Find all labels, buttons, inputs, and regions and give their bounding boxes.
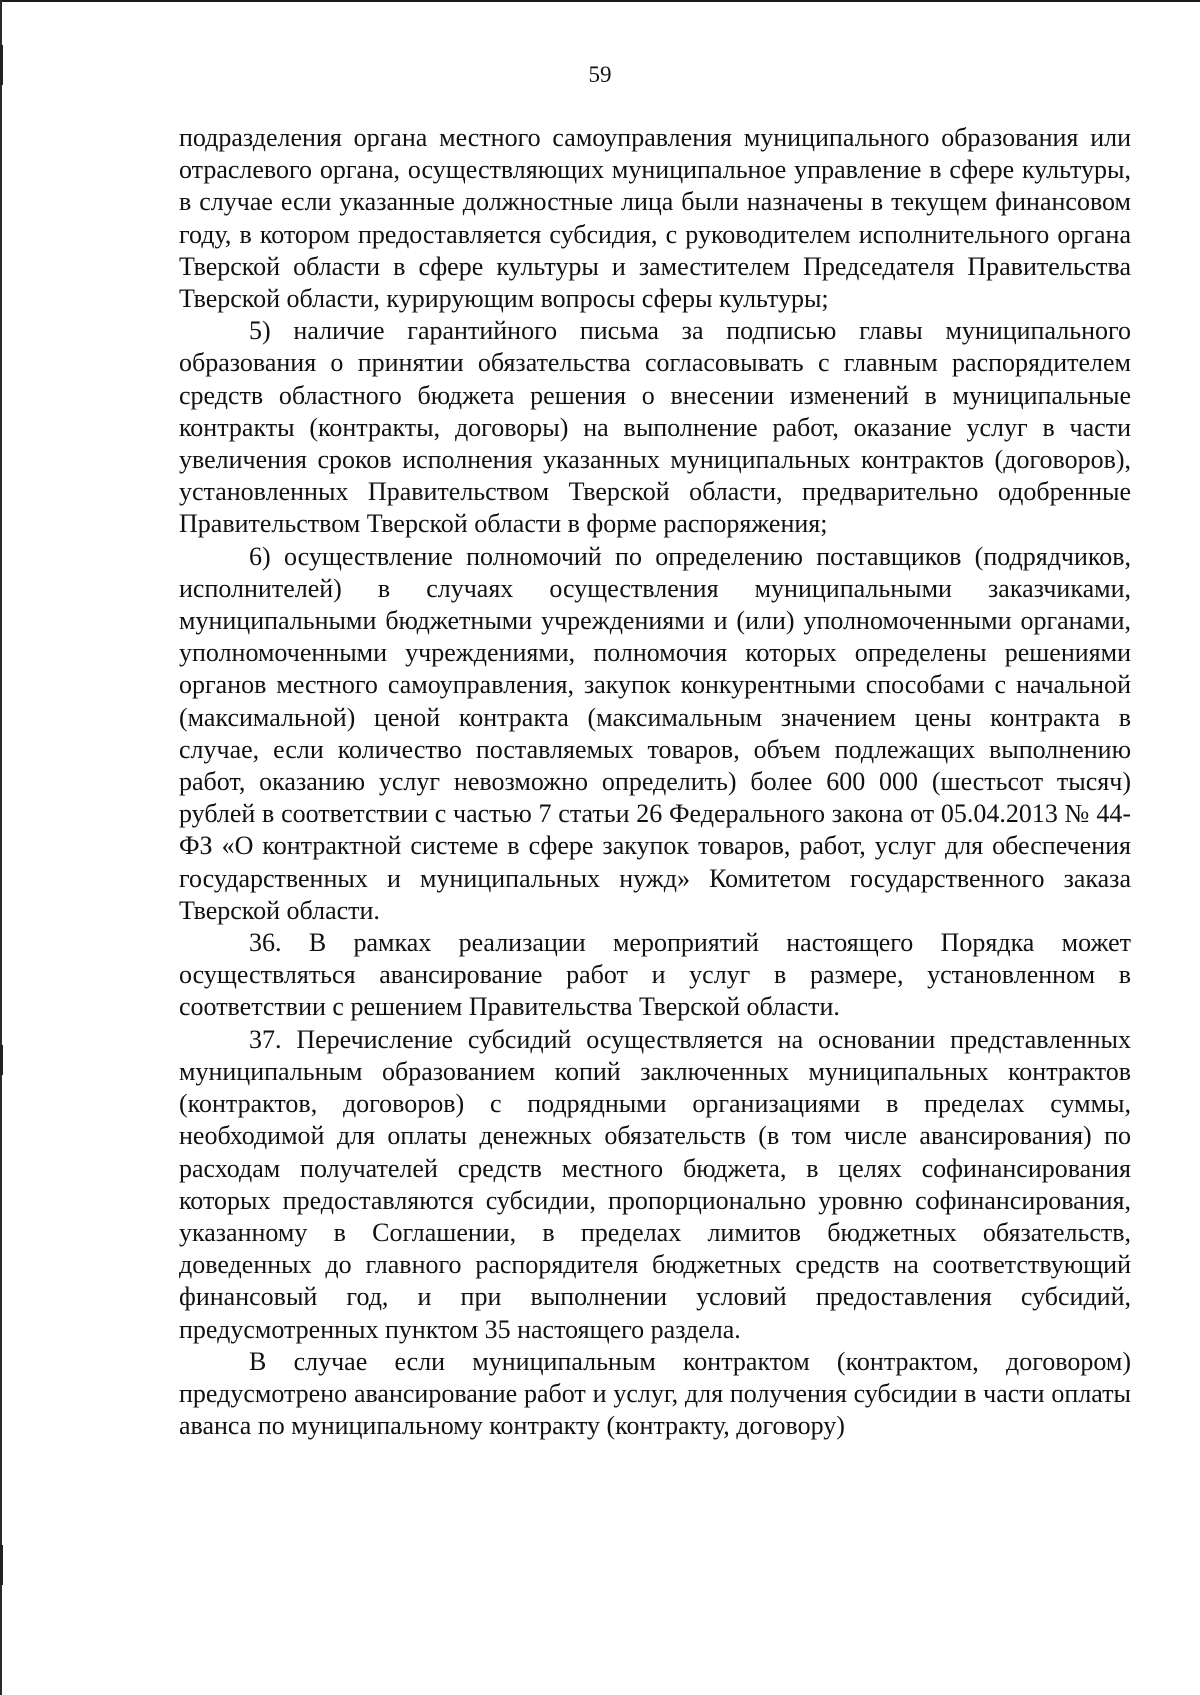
- document-body: [179, 122, 1131, 1442]
- paragraph-item-6: 6) осуществление полномочий по определению поставщиков (подрядчиков, исполнителей) в случаях осуществления муниципальными заказчиками, муниципальными бюджетными учреждениями и (или) уполномоченными органами, уполномоченными учреждениями, полномочия которых определены решениями органов местного самоуправления, закупок конкурентными способами с начальной (максимальной) ценой контракта (максимальным значением цены контракта в случае, если количество поставляемых товаров, объем подлежащих выполнению работ, оказанию услуг невозможно определить) более 600 000 (шестьсот тысяч) рублей в соответствии с частью 7 статьи 26 Федерального закона от 05.04.2013 № 44-ФЗ «О контрактной системе в сфере закупок товаров, работ, услуг для обеспечения государственных и муниципальных нужд» Комитетом государственного заказа Тверской области.: [179, 541, 1131, 925]
- scan-edge-left: [0, 0, 2, 1695]
- scan-edge-top: [0, 0, 1200, 2]
- page-number: 59: [588, 62, 612, 87]
- paragraph-clause-36: 36. В рамках реализации мероприятий настоящего Порядка может осуществляться авансирование работ и услуг в размере, установленном в соответствии с решением Правительства Тверской области.: [179, 928, 1131, 1022]
- paragraph-continuation: подразделения органа местного самоуправления муниципального образования или отраслевого органа, осуществляющих муниципальное управление в сфере культуры, в случае если указанные должностные лица были назначены в текущем финансовом году, в котором предоставляется субсидия, с руководителем исполнительного органа Тверской области в сфере культуры и заместителем Председателя Правительства Тверской области, курирующим вопросы сферы культуры;: [179, 123, 1131, 314]
- paragraph-item-5: 5) наличие гарантийного письма за подписью главы муниципального образования о принятии обязательства согласовывать с главным распорядителем средств областного бюджета решения о внесении изменений в муниципальные контракты (контракты, договоры) на выполнение работ, оказание услуг в части увеличения сроков исполнения указанных муниципальных контрактов (договоров), установленных Правительством Тверской области, предварительно одобренные Правительством Тверской области в форме распоряжения;: [179, 316, 1131, 539]
- paragraph-clause-37: 37. Перечисление субсидий осуществляется на основании представленных муниципальным образованием копий заключенных муниципальных контрактов (контрактов, договоров) с подрядными организациями в пределах суммы, необходимой для оплаты денежных обязательств (в том числе авансирования) по расходам получателей средств местного бюджета, в целях софинансирования которых предоставляются субсидии, пропорционально уровню софинансирования, указанному в Соглашении, в пределах лимитов бюджетных обязательств, доведенных до главного распорядителя бюджетных средств на соответствующий финансовый год, и при выполнении условий предоставления субсидий, предусмотренных пунктом 35 настоящего раздела.: [179, 1024, 1131, 1344]
- scan-edge-mark: [0, 1045, 3, 1075]
- paragraph-advance-payment: В случае если муниципальным контрактом (контрактом, договором) предусмотрено авансирование работ и услуг, для получения субсидии в части оплаты аванса по муниципальному контракту (контракту, договору): [179, 1346, 1131, 1441]
- scan-edge-mark: [0, 1545, 3, 1585]
- scan-edge-mark: [0, 45, 3, 85]
